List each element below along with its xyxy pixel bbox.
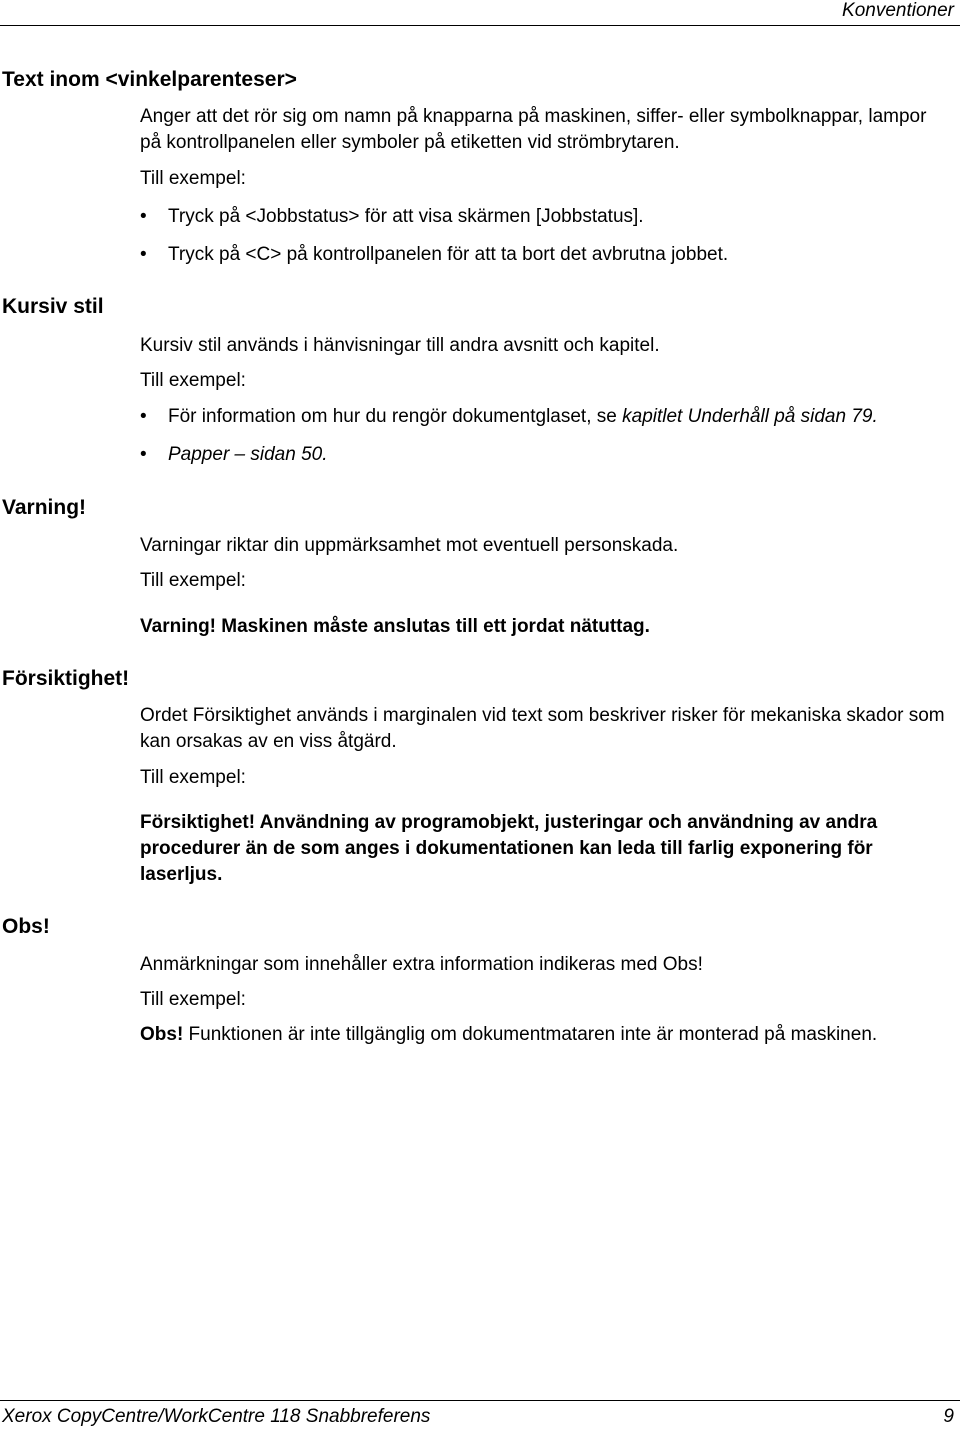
- italic-bullet-1: • För information om hur du rengör dokumentglaset, se kapitlet Underhåll på sidan 79.: [140, 406, 878, 427]
- warning-description: Varningar riktar din uppmärksamhet mot eventuell personskada.: [140, 535, 679, 556]
- angle-brackets-example-label: Till exempel:: [140, 168, 246, 189]
- italic-description: Kursiv stil används i hänvisningar till andra avsnitt och kapitel.: [140, 335, 660, 356]
- footer-product-name: Xerox CopyCentre/WorkCentre 118 Snabbreferens: [2, 1406, 431, 1427]
- chapter-reference: kapitlet Underhåll på sidan 79.: [622, 406, 878, 427]
- running-header: Konventioner: [842, 0, 954, 21]
- warning-example-label: Till exempel:: [140, 570, 246, 591]
- section-heading-italic: Kursiv stil: [2, 295, 104, 318]
- page-number: 9: [943, 1406, 954, 1427]
- italic-bullet-2: • Papper – sidan 50.: [140, 444, 328, 465]
- note-example: Obs! Funktionen är inte tillgänglig om dokumentmataren inte är monterad på maskinen.: [140, 1024, 878, 1045]
- section-heading-angle-brackets: Text inom <vinkelparenteser>: [2, 68, 297, 91]
- section-heading-warning: Varning!: [2, 496, 87, 519]
- section-heading-caution: Försiktighet!: [2, 667, 130, 690]
- warning-example: Varning! Maskinen måste anslutas till ett jordat nätuttag.: [140, 616, 650, 637]
- angle-brackets-bullet-1: • Tryck på <Jobbstatus> för att visa skärmen [Jobbstatus].: [140, 206, 644, 227]
- italic-example-label: Till exempel:: [140, 370, 246, 391]
- angle-brackets-description: Anger att det rör sig om namn på knapparna på maskinen, siffer- eller symbolknappar, lampor på kontrollpanelen eller symboler på etiketten vid strömbrytaren.: [140, 106, 927, 153]
- header-rule: [0, 25, 960, 26]
- angle-brackets-bullet-2: • Tryck på <C> på kontrollpanelen för att ta bort det avbrutna jobbet.: [140, 244, 729, 265]
- footer-rule: [0, 1400, 960, 1401]
- caution-description: Ordet Försiktighet används i marginalen vid text som beskriver risker för mekaniska skador som kan orsakas av en viss åtgärd.: [140, 705, 945, 752]
- section-heading-note: Obs!: [2, 915, 50, 938]
- caution-example-label: Till exempel:: [140, 767, 246, 788]
- caution-example: Försiktighet! Användning av programobjekt, justeringar och användning av andra procedurer än de som anges i dokumentationen kan leda till farlig exponering för laserljus.: [140, 812, 878, 885]
- note-example-label: Till exempel:: [140, 989, 246, 1010]
- note-description: Anmärkningar som innehåller extra information indikeras med Obs!: [140, 954, 703, 975]
